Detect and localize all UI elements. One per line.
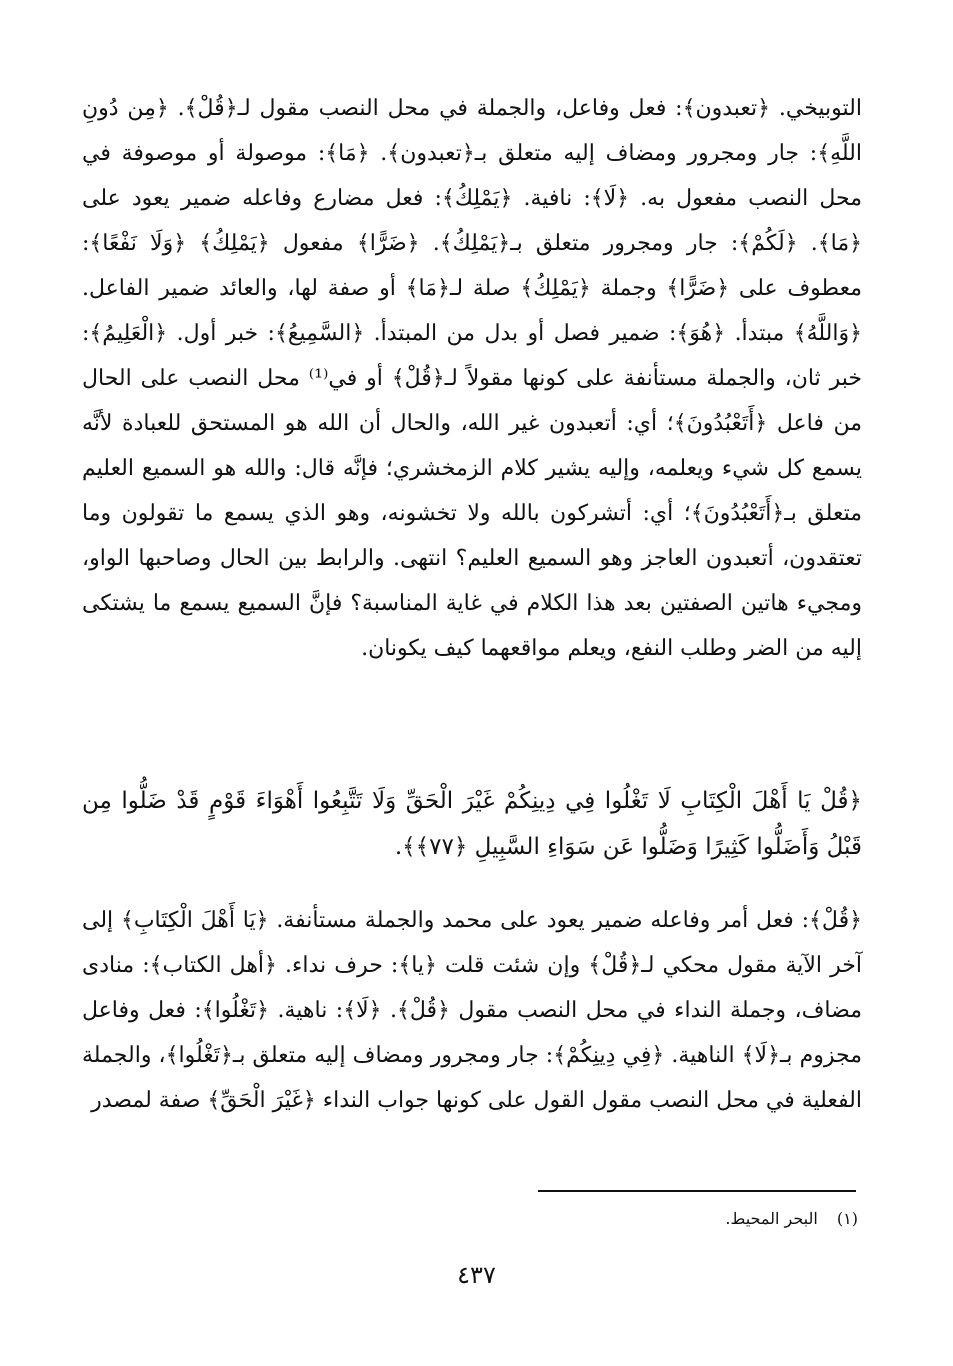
quran-verse: ﴿قُلْ يَا أَهْلَ الْكِتَابِ لَا تَغْلُوا فِي دِينِكُمْ غَيْرَ الْحَقِّ وَلَا تَتَّبِعُوا أَهْوَاءَ قَوْمٍ قَدْ ضَلُّوا مِن قَبْلُ وَأَضَلُّوا كَثِيرًا وَضَلُّوا عَن سَوَاءِ السَّبِيلِ ﴿٧٧﴾﴾. [82,788,862,860]
footnote-text: البحر المحيط. [725,1209,818,1228]
footnote-number: (١) [836,1209,858,1228]
page-number: ٤٣٧ [457,1261,496,1289]
footnote [725,1207,858,1231]
paragraph-1: التوبيخي. ﴿تعبدون﴾: فعل وفاعل، والجملة في محل النصب مقول لـ﴿قُلْ﴾. ﴿مِن دُونِ اللَّهِ﴾: جار ومجرور ومضاف إليه متعلق بـ﴿تعبدون﴾. ﴿مَا﴾: موصولة أو موصوفة في محل النصب مفعول به. ﴿لَا﴾: نافية. ﴿يَمْلِكُ﴾: فعل مضارع وفاعله ضمير يعود على ﴿مَا﴾. ﴿لَكُمْ﴾: جار ومجرور متعلق بـ﴿يَمْلِكُ﴾. ﴿ضَرًّا﴾ مفعول ﴿يَمْلِكُ﴾ ﴿وَلَا نَفْعًا﴾: معطوف على ﴿ضَرًّا﴾ وجملة ﴿يَمْلِكُ﴾ صلة لـ﴿مَا﴾ أو صفة لها، والعائد ضمير الفاعل. ﴿وَاللَّهُ﴾ مبتدأ. ﴿هُوَ﴾: ضمير فصل أو بدل من المبتدأ. ﴿السَّمِيعُ﴾: خبر أول. ﴿الْعَلِيمُ﴾: خبر ثان، والجملة مستأنفة على كونها مقولاً لـ﴿قُلْ﴾ أو في⁽¹⁾ محل النصب على الحال من فاعل ﴿أَتَعْبُدُونَ﴾؛ أي: أتعبدون غير الله، والحال أن الله هو المستحق للعبادة لأنَّه يسمع كل شيء ويعلمه، وإليه يشير كلام الزمخشري؛ فإنَّه قال: والله هو السميع العليم متعلق بـ﴿أَتَعْبُدُونَ﴾؛ أي: أتشركون بالله ولا تخشونه، وهو الذي يسمع ما تقولون وما تعتقدون، أتعبدون العاجز وهو السميع العليم؟ انتهى. والرابط بين الحال وصاحبها الواو، ومجيء هاتين الصفتين بعد هذا الكلام في غاية المناسبة؟ فإنَّ السميع يسمع ما يشتكى إليه من الضر وطلب النفع، ويعلم مواقعهما كيف يكونان. [82,96,863,661]
footnote-separator [538,1190,856,1192]
paragraph-2: ﴿قُلْ﴾: فعل أمر وفاعله ضمير يعود على محمد والجملة مستأنفة. ﴿يَا أَهْلَ الْكِتَابِ﴾ إلى آخر الآية مقول محكي لـ﴿قُلْ﴾ وإن شئت قلت ﴿يا﴾: حرف نداء. ﴿أهل الكتاب﴾: منادى مضاف، وجملة النداء في محل النصب مقول ﴿قُلْ﴾. ﴿لَا﴾: ناهية. ﴿تَغْلُوا﴾: فعل وفاعل مجزوم بـ﴿لَا﴾ الناهية. ﴿فِي دِينِكُمْ﴾: جار ومجرور ومضاف إليه متعلق بـ﴿تَغْلُوا﴾، والجملة الفعلية في محل النصب مقول القول على كونها جواب النداء ﴿غَيْرَ الْحَقِّ﴾ صفة لمصدر [82,908,862,1113]
